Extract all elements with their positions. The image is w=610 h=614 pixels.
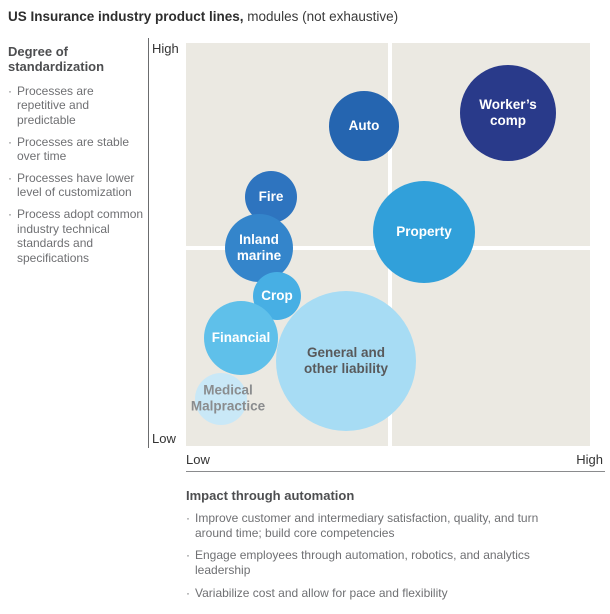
bubble-label-worker-s-comp: Worker’s comp <box>479 97 537 128</box>
x-axis-low-label: Low <box>186 452 210 467</box>
x-axis-tick-labels <box>186 452 603 467</box>
bullet-item <box>8 207 144 266</box>
y-axis-low-label: Low <box>152 431 176 446</box>
bullet-text: Variabilize cost and allow for pace and flexibility <box>195 585 448 600</box>
bullet-item <box>186 548 571 577</box>
bullet-text: Process adopt common industry technical standards and specifications <box>17 207 144 265</box>
bullet-dot: · <box>8 207 12 222</box>
bubble-property <box>373 181 475 283</box>
bullet-dot: · <box>8 170 12 185</box>
bullet-text: Improve customer and intermediary satisfaction, quality, and turn around time; build core competencies <box>195 511 539 540</box>
bubble-label-medical-malpractice: Medical Malpractice <box>190 382 266 413</box>
bullet-dot: · <box>186 585 190 600</box>
x-axis-description <box>186 488 586 608</box>
bullet-dot: · <box>186 548 190 563</box>
y-axis-bullet-list <box>8 84 144 266</box>
bullet-text: Engage employees through automation, robotics, and analytics leadership <box>195 548 530 577</box>
bullet-item <box>8 84 144 128</box>
bullet-text: Processes are repetitive and predictable <box>17 83 94 127</box>
bubble-worker-s-comp <box>460 65 556 161</box>
x-axis-heading: Impact through automation <box>186 488 355 503</box>
bullet-text: Processes are stable over time <box>17 134 130 164</box>
bubble-auto <box>329 91 399 161</box>
bullet-item <box>8 171 144 200</box>
bubble-financial <box>204 301 278 375</box>
bubble-label-crop: Crop <box>261 288 293 304</box>
bubble-general-and-other-liability <box>276 291 416 431</box>
bullet-dot: · <box>186 511 190 525</box>
x-axis-line <box>186 471 605 472</box>
bubble-label-property: Property <box>396 224 452 240</box>
bullet-dot: · <box>8 83 12 98</box>
y-axis-line <box>148 38 149 448</box>
bullet-item <box>8 135 144 164</box>
bullet-dot: · <box>8 134 12 149</box>
bubble-label-auto: Auto <box>348 118 380 134</box>
bubble-label-inland-marine: Inland marine <box>236 232 282 263</box>
plot-area <box>186 43 590 446</box>
x-axis-bullet-list <box>186 511 586 600</box>
bullet-item <box>186 511 571 540</box>
bullet-item <box>186 586 571 601</box>
bubble-label-general-and-other-liability: General and other liability <box>303 345 388 376</box>
bubble-label-fire: Fire <box>258 189 284 205</box>
bubble-label-financial: Financial <box>211 330 271 346</box>
y-axis-heading: Degree of standardization <box>8 44 105 75</box>
y-axis-high-label: High <box>152 41 179 56</box>
bullet-text: Processes have lower level of customization <box>17 170 135 200</box>
y-axis-description <box>8 44 144 273</box>
page-title-bold: US Insurance industry product lines, <box>8 9 244 24</box>
x-axis-high-label: High <box>576 452 603 467</box>
page-title-regular: modules (not exhaustive) <box>243 9 399 24</box>
page-title <box>8 9 398 24</box>
